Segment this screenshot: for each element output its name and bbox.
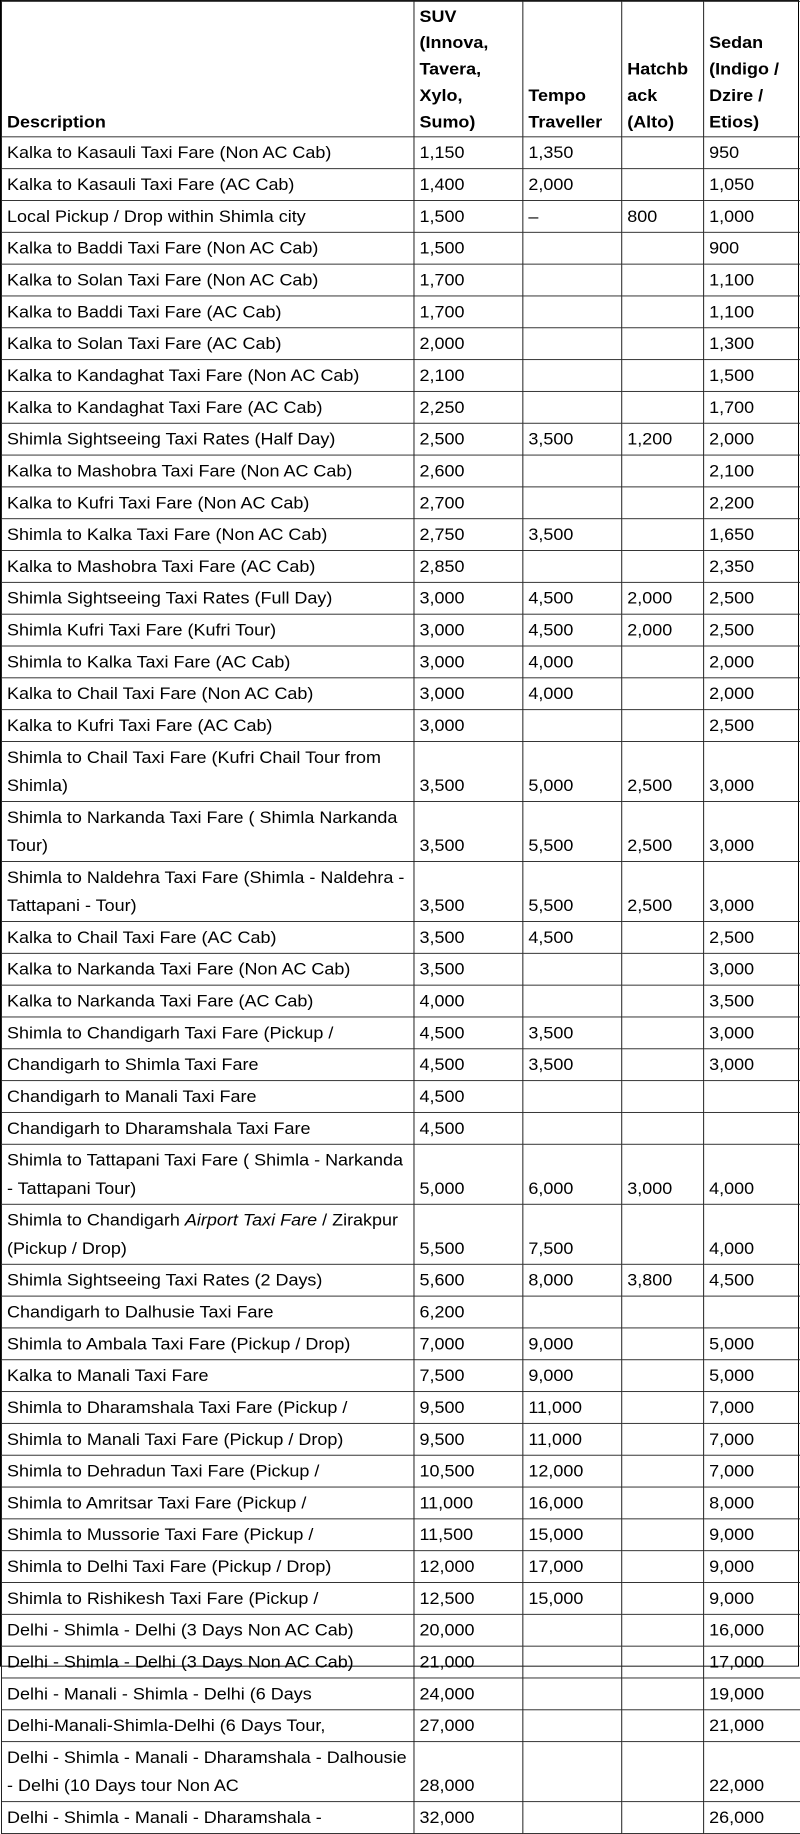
tempo-fare: 11,000 bbox=[523, 1392, 622, 1424]
header-row bbox=[1, 1, 800, 136]
desc-cell: Kalka to Kasauli Taxi Fare (Non AC Cab) bbox=[1, 137, 413, 169]
table-row bbox=[1, 1614, 800, 1646]
tempo-fare bbox=[523, 455, 622, 487]
sedan-fare: 9,000 bbox=[704, 1583, 800, 1615]
sedan-fare: 16,000 bbox=[704, 1614, 800, 1646]
hatchback-fare bbox=[622, 296, 704, 328]
hatchback-fare: 800 bbox=[622, 200, 704, 232]
header-tempo-traveller: Tempo Traveller bbox=[523, 1, 622, 136]
table-row bbox=[1, 985, 800, 1017]
table-row bbox=[1, 328, 800, 360]
desc-cell: Kalka to Baddi Taxi Fare (Non AC Cab) bbox=[1, 232, 413, 264]
hatchback-fare bbox=[622, 1710, 704, 1742]
table-row bbox=[1, 1392, 800, 1424]
tempo-fare: 3,500 bbox=[523, 1017, 622, 1049]
table-row bbox=[1, 801, 800, 861]
desc-cell: Kalka to Kandaghat Taxi Fare (Non AC Cab) bbox=[1, 360, 413, 392]
hatchback-fare bbox=[622, 1360, 704, 1392]
suv-fare: 3,000 bbox=[414, 710, 523, 742]
hatchback-fare bbox=[622, 455, 704, 487]
desc-cell: Shimla to Narkanda Taxi Fare ( Shimla Narkanda Tour) bbox=[1, 801, 413, 861]
tempo-fare bbox=[523, 551, 622, 583]
sedan-fare: 7,000 bbox=[704, 1455, 800, 1487]
desc-cell: Kalka to Mashobra Taxi Fare (Non AC Cab) bbox=[1, 455, 413, 487]
hatchback-fare bbox=[622, 1487, 704, 1519]
suv-fare: 2,100 bbox=[414, 360, 523, 392]
suv-fare: 2,700 bbox=[414, 487, 523, 519]
desc-cell: Shimla to Dehradun Taxi Fare (Pickup / bbox=[1, 1455, 413, 1487]
hatchback-fare bbox=[622, 1328, 704, 1360]
hatchback-fare bbox=[622, 678, 704, 710]
suv-fare: 2,000 bbox=[414, 328, 523, 360]
tempo-fare: – bbox=[523, 200, 622, 232]
desc-cell: Shimla to Chail Taxi Fare (Kufri Chail Tour from Shimla) bbox=[1, 741, 413, 801]
suv-fare: 12,500 bbox=[414, 1583, 523, 1615]
suv-fare: 1,150 bbox=[414, 137, 523, 169]
table-row bbox=[1, 1455, 800, 1487]
table-row bbox=[1, 614, 800, 646]
hatchback-fare bbox=[622, 328, 704, 360]
desc-cell: Chandigarh to Shimla Taxi Fare bbox=[1, 1049, 413, 1081]
tempo-fare: 9,000 bbox=[523, 1360, 622, 1392]
sedan-fare: 2,000 bbox=[704, 646, 800, 678]
table-row bbox=[1, 1487, 800, 1519]
hatchback-fare: 2,500 bbox=[622, 801, 704, 861]
suv-fare: 5,500 bbox=[414, 1204, 523, 1264]
suv-fare: 11,500 bbox=[414, 1519, 523, 1551]
tempo-fare: 5,500 bbox=[523, 861, 622, 921]
suv-fare: 12,000 bbox=[414, 1551, 523, 1583]
desc-cell: Shimla to Rishikesh Taxi Fare (Pickup / bbox=[1, 1583, 413, 1615]
taxi-fare-table bbox=[1, 1, 800, 1834]
hatchback-fare: 3,000 bbox=[622, 1144, 704, 1204]
tempo-fare: 3,500 bbox=[523, 423, 622, 455]
sedan-fare: 3,000 bbox=[704, 953, 800, 985]
desc-cell: Shimla to Ambala Taxi Fare (Pickup / Drop) bbox=[1, 1328, 413, 1360]
tempo-fare: 4,000 bbox=[523, 646, 622, 678]
tempo-fare bbox=[523, 1802, 622, 1834]
table-row bbox=[1, 741, 800, 801]
desc-cell: Delhi-Manali-Shimla-Delhi (6 Days Tour, bbox=[1, 1710, 413, 1742]
desc-cell: Kalka to Manali Taxi Fare bbox=[1, 1360, 413, 1392]
suv-fare: 2,500 bbox=[414, 423, 523, 455]
table-row bbox=[1, 710, 800, 742]
suv-fare: 1,700 bbox=[414, 296, 523, 328]
suv-fare: 7,500 bbox=[414, 1360, 523, 1392]
sedan-fare bbox=[704, 1112, 800, 1144]
suv-fare: 3,500 bbox=[414, 801, 523, 861]
sedan-fare: 1,650 bbox=[704, 519, 800, 551]
desc-cell: Kalka to Narkanda Taxi Fare (Non AC Cab) bbox=[1, 953, 413, 985]
table-row bbox=[1, 922, 800, 954]
suv-fare: 27,000 bbox=[414, 1710, 523, 1742]
hatchback-fare bbox=[622, 646, 704, 678]
header-sedan: Sedan (Indigo / Dzire / Etios) bbox=[704, 1, 800, 136]
table-row bbox=[1, 423, 800, 455]
header-suv: SUV (Innova, Tavera, Xylo, Sumo) bbox=[414, 1, 523, 136]
desc-cell: Delhi - Manali - Shimla - Delhi (6 Days bbox=[1, 1678, 413, 1710]
hatchback-fare bbox=[622, 169, 704, 201]
sedan-fare: 3,000 bbox=[704, 801, 800, 861]
hatchback-fare: 2,000 bbox=[622, 614, 704, 646]
desc-cell: Delhi - Shimla - Delhi (3 Days Non AC Cab) bbox=[1, 1614, 413, 1646]
suv-fare: 20,000 bbox=[414, 1614, 523, 1646]
hatchback-fare bbox=[622, 137, 704, 169]
suv-fare: 1,500 bbox=[414, 200, 523, 232]
sedan-fare: 26,000 bbox=[704, 1802, 800, 1834]
tempo-fare bbox=[523, 391, 622, 423]
tempo-fare bbox=[523, 1081, 622, 1113]
tempo-fare: 1,350 bbox=[523, 137, 622, 169]
desc-cell: Shimla to Kalka Taxi Fare (Non AC Cab) bbox=[1, 519, 413, 551]
tempo-fare bbox=[523, 1112, 622, 1144]
tempo-fare bbox=[523, 296, 622, 328]
sedan-fare: 4,000 bbox=[704, 1204, 800, 1264]
table-row bbox=[1, 1646, 800, 1678]
sedan-fare: 22,000 bbox=[704, 1742, 800, 1802]
suv-fare: 10,500 bbox=[414, 1455, 523, 1487]
suv-fare: 6,200 bbox=[414, 1296, 523, 1328]
desc-cell: Delhi - Shimla - Delhi (3 Days Non AC Cab) bbox=[1, 1646, 413, 1678]
hatchback-fare bbox=[622, 922, 704, 954]
desc-text-italic: Airport Taxi Fare bbox=[184, 1211, 318, 1230]
hatchback-fare bbox=[622, 1204, 704, 1264]
table-row bbox=[1, 1742, 800, 1802]
desc-cell: Shimla Sightseeing Taxi Rates (2 Days) bbox=[1, 1264, 413, 1296]
hatchback-fare bbox=[622, 1049, 704, 1081]
sedan-fare: 2,500 bbox=[704, 710, 800, 742]
tempo-fare bbox=[523, 328, 622, 360]
suv-fare: 2,600 bbox=[414, 455, 523, 487]
sedan-fare: 19,000 bbox=[704, 1678, 800, 1710]
hatchback-fare bbox=[622, 1678, 704, 1710]
table-row bbox=[1, 1583, 800, 1615]
suv-fare: 3,500 bbox=[414, 922, 523, 954]
desc-cell: Shimla to Dharamshala Taxi Fare (Pickup / bbox=[1, 1392, 413, 1424]
hatchback-fare bbox=[622, 1392, 704, 1424]
tempo-fare: 4,500 bbox=[523, 614, 622, 646]
hatchback-fare bbox=[622, 264, 704, 296]
suv-fare: 9,500 bbox=[414, 1423, 523, 1455]
tempo-fare bbox=[523, 1296, 622, 1328]
table-row bbox=[1, 1519, 800, 1551]
sedan-fare: 3,000 bbox=[704, 741, 800, 801]
sedan-fare: 4,500 bbox=[704, 1264, 800, 1296]
tempo-fare bbox=[523, 487, 622, 519]
suv-fare: 3,500 bbox=[414, 953, 523, 985]
sedan-fare: 2,350 bbox=[704, 551, 800, 583]
sedan-fare: 3,000 bbox=[704, 861, 800, 921]
suv-fare: 1,400 bbox=[414, 169, 523, 201]
table-row bbox=[1, 264, 800, 296]
sedan-fare: 1,100 bbox=[704, 264, 800, 296]
tempo-fare: 15,000 bbox=[523, 1519, 622, 1551]
suv-fare: 1,500 bbox=[414, 232, 523, 264]
suv-fare: 4,500 bbox=[414, 1112, 523, 1144]
desc-cell: Delhi - Shimla - Manali - Dharamshala - Dalhousie - Delhi (10 Days tour Non AC bbox=[1, 1742, 413, 1802]
suv-fare: 4,500 bbox=[414, 1049, 523, 1081]
sedan-fare: 7,000 bbox=[704, 1392, 800, 1424]
header-description: Description bbox=[1, 1, 413, 136]
hatchback-fare: 1,200 bbox=[622, 423, 704, 455]
sedan-fare: 2,200 bbox=[704, 487, 800, 519]
table-row bbox=[1, 861, 800, 921]
table-row bbox=[1, 1423, 800, 1455]
sedan-fare: 2,500 bbox=[704, 922, 800, 954]
sedan-fare bbox=[704, 1296, 800, 1328]
hatchback-fare bbox=[622, 391, 704, 423]
table-row bbox=[1, 1360, 800, 1392]
desc-cell: Shimla to Naldehra Taxi Fare (Shimla - Naldehra - Tattapani - Tour) bbox=[1, 861, 413, 921]
tempo-fare: 6,000 bbox=[523, 1144, 622, 1204]
desc-cell: Kalka to Kandaghat Taxi Fare (AC Cab) bbox=[1, 391, 413, 423]
sedan-fare: 1,300 bbox=[704, 328, 800, 360]
tempo-fare: 9,000 bbox=[523, 1328, 622, 1360]
hatchback-fare bbox=[622, 1081, 704, 1113]
tempo-fare bbox=[523, 710, 622, 742]
tempo-fare: 7,500 bbox=[523, 1204, 622, 1264]
suv-fare: 1,700 bbox=[414, 264, 523, 296]
tempo-fare: 11,000 bbox=[523, 1423, 622, 1455]
table-row bbox=[1, 455, 800, 487]
desc-cell: Chandigarh to Manali Taxi Fare bbox=[1, 1081, 413, 1113]
suv-fare: 3,500 bbox=[414, 741, 523, 801]
sedan-fare: 4,000 bbox=[704, 1144, 800, 1204]
table-row bbox=[1, 646, 800, 678]
desc-cell: Chandigarh to Dalhusie Taxi Fare bbox=[1, 1296, 413, 1328]
sedan-fare: 950 bbox=[704, 137, 800, 169]
suv-fare: 3,000 bbox=[414, 646, 523, 678]
hatchback-fare bbox=[622, 1423, 704, 1455]
tempo-fare: 4,000 bbox=[523, 678, 622, 710]
desc-cell: Kalka to Narkanda Taxi Fare (AC Cab) bbox=[1, 985, 413, 1017]
tempo-fare bbox=[523, 232, 622, 264]
table-row bbox=[1, 1328, 800, 1360]
tempo-fare bbox=[523, 360, 622, 392]
hatchback-fare bbox=[622, 1583, 704, 1615]
sedan-fare: 2,500 bbox=[704, 614, 800, 646]
table-row bbox=[1, 487, 800, 519]
table-row bbox=[1, 1296, 800, 1328]
desc-cell: Kalka to Chail Taxi Fare (Non AC Cab) bbox=[1, 678, 413, 710]
hatchback-fare bbox=[622, 1017, 704, 1049]
sedan-fare: 2,000 bbox=[704, 678, 800, 710]
tempo-fare: 4,500 bbox=[523, 582, 622, 614]
hatchback-fare bbox=[622, 519, 704, 551]
suv-fare: 3,000 bbox=[414, 614, 523, 646]
sedan-fare: 5,000 bbox=[704, 1360, 800, 1392]
desc-cell bbox=[1, 1204, 413, 1264]
hatchback-fare bbox=[622, 232, 704, 264]
desc-cell: Kalka to Solan Taxi Fare (AC Cab) bbox=[1, 328, 413, 360]
hatchback-fare bbox=[622, 1802, 704, 1834]
tempo-fare: 8,000 bbox=[523, 1264, 622, 1296]
suv-fare: 2,850 bbox=[414, 551, 523, 583]
hatchback-fare bbox=[622, 551, 704, 583]
sedan-fare: 3,000 bbox=[704, 1017, 800, 1049]
table-row bbox=[1, 1144, 800, 1204]
tempo-fare: 16,000 bbox=[523, 1487, 622, 1519]
desc-cell: Shimla to Chandigarh Taxi Fare (Pickup / bbox=[1, 1017, 413, 1049]
table-row bbox=[1, 1081, 800, 1113]
tempo-fare bbox=[523, 985, 622, 1017]
hatchback-fare bbox=[622, 1551, 704, 1583]
table-row bbox=[1, 200, 800, 232]
hatchback-fare: 2,500 bbox=[622, 741, 704, 801]
sedan-fare: 1,500 bbox=[704, 360, 800, 392]
suv-fare: 4,500 bbox=[414, 1017, 523, 1049]
hatchback-fare bbox=[622, 710, 704, 742]
table-row bbox=[1, 232, 800, 264]
table-row bbox=[1, 551, 800, 583]
sedan-fare: 9,000 bbox=[704, 1551, 800, 1583]
table-row bbox=[1, 1204, 800, 1264]
hatchback-fare bbox=[622, 985, 704, 1017]
hatchback-fare bbox=[622, 1614, 704, 1646]
header-hatchback: Hatchb ack (Alto) bbox=[622, 1, 704, 136]
tempo-fare bbox=[523, 1678, 622, 1710]
suv-fare: 11,000 bbox=[414, 1487, 523, 1519]
table-row bbox=[1, 953, 800, 985]
hatchback-fare bbox=[622, 1646, 704, 1678]
suv-fare: 32,000 bbox=[414, 1802, 523, 1834]
sedan-fare: 1,100 bbox=[704, 296, 800, 328]
desc-cell: Chandigarh to Dharamshala Taxi Fare bbox=[1, 1112, 413, 1144]
sedan-fare: 900 bbox=[704, 232, 800, 264]
suv-fare: 3,000 bbox=[414, 678, 523, 710]
desc-cell: Shimla Sightseeing Taxi Rates (Half Day) bbox=[1, 423, 413, 455]
suv-fare: 5,000 bbox=[414, 1144, 523, 1204]
suv-fare: 21,000 bbox=[414, 1646, 523, 1678]
sedan-fare: 21,000 bbox=[704, 1710, 800, 1742]
sedan-fare: 2,100 bbox=[704, 455, 800, 487]
hatchback-fare: 3,800 bbox=[622, 1264, 704, 1296]
table-row bbox=[1, 519, 800, 551]
sedan-fare: 2,000 bbox=[704, 423, 800, 455]
tempo-fare: 2,000 bbox=[523, 169, 622, 201]
desc-cell: Kalka to Kufri Taxi Fare (Non AC Cab) bbox=[1, 487, 413, 519]
hatchback-fare bbox=[622, 1455, 704, 1487]
desc-cell: Kalka to Kufri Taxi Fare (AC Cab) bbox=[1, 710, 413, 742]
table-row bbox=[1, 582, 800, 614]
suv-fare: 5,600 bbox=[414, 1264, 523, 1296]
tempo-fare: 12,000 bbox=[523, 1455, 622, 1487]
desc-cell: Shimla to Mussorie Taxi Fare (Pickup / bbox=[1, 1519, 413, 1551]
hatchback-fare bbox=[622, 1742, 704, 1802]
desc-cell: Kalka to Mashobra Taxi Fare (AC Cab) bbox=[1, 551, 413, 583]
table-row bbox=[1, 678, 800, 710]
suv-fare: 24,000 bbox=[414, 1678, 523, 1710]
desc-cell: Kalka to Baddi Taxi Fare (AC Cab) bbox=[1, 296, 413, 328]
sedan-fare: 3,500 bbox=[704, 985, 800, 1017]
table-row bbox=[1, 169, 800, 201]
desc-cell: Shimla to Tattapani Taxi Fare ( Shimla - Narkanda - Tattapani Tour) bbox=[1, 1144, 413, 1204]
tempo-fare: 3,500 bbox=[523, 1049, 622, 1081]
table-row bbox=[1, 1678, 800, 1710]
suv-fare: 3,500 bbox=[414, 861, 523, 921]
suv-fare: 28,000 bbox=[414, 1742, 523, 1802]
tempo-fare: 4,500 bbox=[523, 922, 622, 954]
table-row bbox=[1, 137, 800, 169]
table-row bbox=[1, 360, 800, 392]
sedan-fare: 1,050 bbox=[704, 169, 800, 201]
sedan-fare: 2,500 bbox=[704, 582, 800, 614]
sedan-fare: 3,000 bbox=[704, 1049, 800, 1081]
suv-fare: 3,000 bbox=[414, 582, 523, 614]
table-row bbox=[1, 1802, 800, 1834]
desc-cell: Shimla to Amritsar Taxi Fare (Pickup / bbox=[1, 1487, 413, 1519]
table-row bbox=[1, 1264, 800, 1296]
suv-fare: 2,750 bbox=[414, 519, 523, 551]
hatchback-fare: 2,500 bbox=[622, 861, 704, 921]
hatchback-fare bbox=[622, 1112, 704, 1144]
tempo-fare bbox=[523, 1742, 622, 1802]
sedan-fare bbox=[704, 1081, 800, 1113]
tempo-fare bbox=[523, 1710, 622, 1742]
desc-cell: Local Pickup / Drop within Shimla city bbox=[1, 200, 413, 232]
tempo-fare bbox=[523, 953, 622, 985]
sedan-fare: 7,000 bbox=[704, 1423, 800, 1455]
sedan-fare: 1,700 bbox=[704, 391, 800, 423]
tempo-fare: 5,500 bbox=[523, 801, 622, 861]
sedan-fare: 1,000 bbox=[704, 200, 800, 232]
table-row bbox=[1, 1017, 800, 1049]
hatchback-fare bbox=[622, 1519, 704, 1551]
tempo-fare bbox=[523, 1614, 622, 1646]
table-row bbox=[1, 1710, 800, 1742]
table-row bbox=[1, 1049, 800, 1081]
tempo-fare: 15,000 bbox=[523, 1583, 622, 1615]
table-row bbox=[1, 1551, 800, 1583]
table-row bbox=[1, 296, 800, 328]
hatchback-fare bbox=[622, 953, 704, 985]
desc-cell: Delhi - Shimla - Manali - Dharamshala - bbox=[1, 1802, 413, 1834]
sedan-fare: 8,000 bbox=[704, 1487, 800, 1519]
suv-fare: 7,000 bbox=[414, 1328, 523, 1360]
desc-text: Shimla to Chandigarh bbox=[6, 1211, 185, 1230]
hatchback-fare bbox=[622, 1296, 704, 1328]
table-row bbox=[1, 1112, 800, 1144]
desc-cell: Shimla Kufri Taxi Fare (Kufri Tour) bbox=[1, 614, 413, 646]
suv-fare: 2,250 bbox=[414, 391, 523, 423]
desc-cell: Shimla to Kalka Taxi Fare (AC Cab) bbox=[1, 646, 413, 678]
desc-cell: Kalka to Kasauli Taxi Fare (AC Cab) bbox=[1, 169, 413, 201]
table-row bbox=[1, 391, 800, 423]
sedan-fare: 5,000 bbox=[704, 1328, 800, 1360]
tempo-fare bbox=[523, 264, 622, 296]
desc-cell: Kalka to Chail Taxi Fare (AC Cab) bbox=[1, 922, 413, 954]
suv-fare: 4,500 bbox=[414, 1081, 523, 1113]
desc-text-tail: / Zirakpur (Pickup / Drop) bbox=[6, 1211, 399, 1258]
hatchback-fare bbox=[622, 360, 704, 392]
tempo-fare bbox=[523, 1646, 622, 1678]
suv-fare: 9,500 bbox=[414, 1392, 523, 1424]
tempo-fare: 3,500 bbox=[523, 519, 622, 551]
desc-cell: Shimla Sightseeing Taxi Rates (Full Day) bbox=[1, 582, 413, 614]
sedan-fare: 17,000 bbox=[704, 1646, 800, 1678]
desc-cell: Shimla to Delhi Taxi Fare (Pickup / Drop) bbox=[1, 1551, 413, 1583]
hatchback-fare: 2,000 bbox=[622, 582, 704, 614]
desc-cell: Kalka to Solan Taxi Fare (Non AC Cab) bbox=[1, 264, 413, 296]
tempo-fare: 5,000 bbox=[523, 741, 622, 801]
sedan-fare: 9,000 bbox=[704, 1519, 800, 1551]
tempo-fare: 17,000 bbox=[523, 1551, 622, 1583]
desc-cell: Shimla to Manali Taxi Fare (Pickup / Drop) bbox=[1, 1423, 413, 1455]
suv-fare: 4,000 bbox=[414, 985, 523, 1017]
hatchback-fare bbox=[622, 487, 704, 519]
